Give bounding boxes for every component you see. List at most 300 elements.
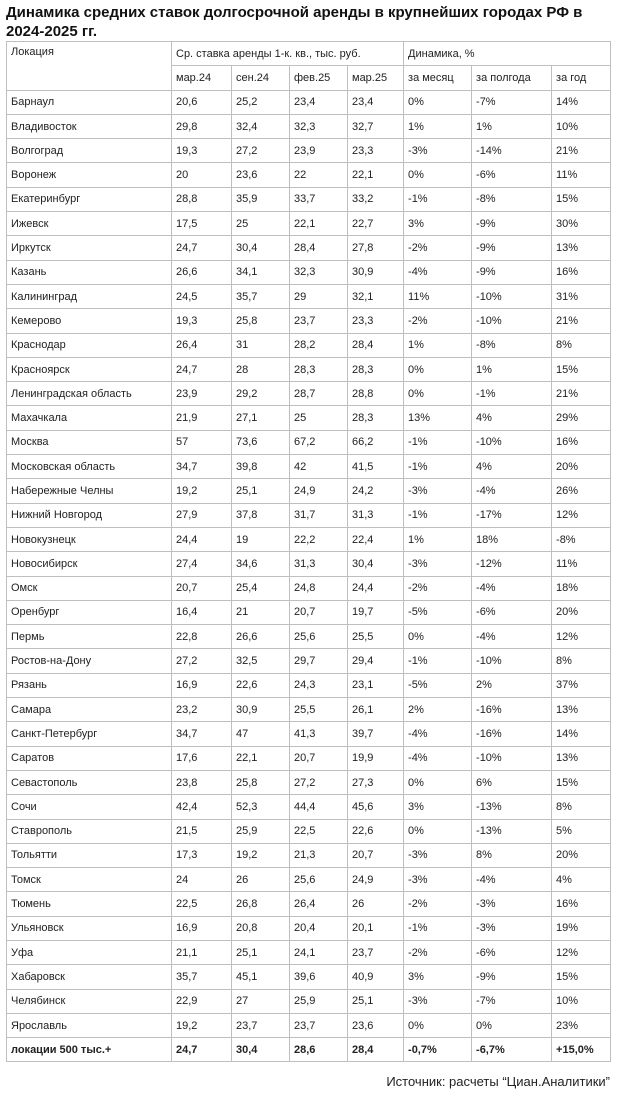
value-cell: 33,7 xyxy=(290,187,348,211)
value-cell: 30,9 xyxy=(232,698,290,722)
value-cell: 24,9 xyxy=(290,479,348,503)
value-cell: 21 xyxy=(232,600,290,624)
value-cell: 25,2 xyxy=(232,90,290,114)
value-cell: 8% xyxy=(552,333,611,357)
value-cell: 5% xyxy=(552,819,611,843)
value-cell: 32,5 xyxy=(232,649,290,673)
value-cell: 22,1 xyxy=(348,163,404,187)
location-cell: Пермь xyxy=(7,625,172,649)
value-cell: 23,7 xyxy=(232,1013,290,1037)
value-cell: 12% xyxy=(552,625,611,649)
value-cell: 28,8 xyxy=(172,187,232,211)
value-cell: 25,6 xyxy=(290,868,348,892)
value-cell: 19,3 xyxy=(172,139,232,163)
value-cell: 22,6 xyxy=(232,673,290,697)
table-row xyxy=(7,139,611,163)
value-cell: 1% xyxy=(404,333,472,357)
value-cell: 13% xyxy=(552,236,611,260)
value-cell: 45,6 xyxy=(348,795,404,819)
table-row xyxy=(7,187,611,211)
value-cell: -5% xyxy=(404,600,472,624)
value-cell: 19,2 xyxy=(232,843,290,867)
location-cell: Уфа xyxy=(7,940,172,964)
value-cell: 20% xyxy=(552,600,611,624)
value-cell: -3% xyxy=(472,916,552,940)
value-cell: 31,3 xyxy=(348,503,404,527)
header-col-year: за год xyxy=(552,66,611,90)
value-cell: 34,6 xyxy=(232,552,290,576)
value-cell: 27 xyxy=(232,989,290,1013)
value-cell: 39,6 xyxy=(290,965,348,989)
value-cell: 15% xyxy=(552,965,611,989)
value-cell: 24,4 xyxy=(172,527,232,551)
value-cell: 25,9 xyxy=(232,819,290,843)
value-cell: -1% xyxy=(404,916,472,940)
value-cell: -1% xyxy=(404,430,472,454)
value-cell: 20,1 xyxy=(348,916,404,940)
value-cell: 32,7 xyxy=(348,114,404,138)
location-cell: Саратов xyxy=(7,746,172,770)
value-cell: -10% xyxy=(472,284,552,308)
table-row xyxy=(7,333,611,357)
value-cell: 32,4 xyxy=(232,114,290,138)
value-cell: 32,3 xyxy=(290,260,348,284)
value-cell: 66,2 xyxy=(348,430,404,454)
value-cell: -4% xyxy=(472,868,552,892)
value-cell: -3% xyxy=(404,843,472,867)
value-cell: 47 xyxy=(232,722,290,746)
table-row xyxy=(7,114,611,138)
location-cell: Волгоград xyxy=(7,139,172,163)
value-cell: 8% xyxy=(472,843,552,867)
table-row xyxy=(7,770,611,794)
value-cell: 22 xyxy=(290,163,348,187)
table-row xyxy=(7,625,611,649)
value-cell: -3% xyxy=(404,868,472,892)
location-cell: Рязань xyxy=(7,673,172,697)
value-cell: 19,2 xyxy=(172,479,232,503)
value-cell: 24,8 xyxy=(290,576,348,600)
location-cell: Ростов-на-Дону xyxy=(7,649,172,673)
value-cell: 31% xyxy=(552,284,611,308)
header-col-month: за месяц xyxy=(404,66,472,90)
table-row xyxy=(7,479,611,503)
value-cell: 1% xyxy=(404,114,472,138)
table-row xyxy=(7,406,611,430)
value-cell: 20,4 xyxy=(290,916,348,940)
value-cell: 8% xyxy=(552,649,611,673)
location-cell: Самара xyxy=(7,698,172,722)
value-cell: -2% xyxy=(404,940,472,964)
value-cell: 28 xyxy=(232,357,290,381)
value-cell: -8% xyxy=(472,333,552,357)
location-cell: Хабаровск xyxy=(7,965,172,989)
value-cell: -7% xyxy=(472,90,552,114)
table-row xyxy=(7,357,611,381)
value-cell: 27,2 xyxy=(290,770,348,794)
value-cell: 24,7 xyxy=(172,236,232,260)
total-cell: 30,4 xyxy=(232,1038,290,1062)
table-row xyxy=(7,916,611,940)
value-cell: 32,1 xyxy=(348,284,404,308)
location-cell: Оренбург xyxy=(7,600,172,624)
value-cell: -1% xyxy=(404,187,472,211)
location-cell: Кемерово xyxy=(7,309,172,333)
value-cell: 23,7 xyxy=(290,1013,348,1037)
value-cell: 24,9 xyxy=(348,868,404,892)
table-row xyxy=(7,892,611,916)
value-cell: 21,9 xyxy=(172,406,232,430)
value-cell: 16% xyxy=(552,892,611,916)
value-cell: -14% xyxy=(472,139,552,163)
value-cell: 22,5 xyxy=(290,819,348,843)
location-cell: Тюмень xyxy=(7,892,172,916)
value-cell: 23,9 xyxy=(290,139,348,163)
value-cell: 21% xyxy=(552,382,611,406)
value-cell: 28,7 xyxy=(290,382,348,406)
value-cell: 22,4 xyxy=(348,527,404,551)
value-cell: 26% xyxy=(552,479,611,503)
value-cell: 24 xyxy=(172,868,232,892)
value-cell: 15% xyxy=(552,770,611,794)
value-cell: -10% xyxy=(472,649,552,673)
value-cell: -4% xyxy=(472,576,552,600)
value-cell: 23,9 xyxy=(172,382,232,406)
table-row xyxy=(7,819,611,843)
value-cell: 20,7 xyxy=(290,600,348,624)
table-row xyxy=(7,552,611,576)
value-cell: 29,7 xyxy=(290,649,348,673)
value-cell: -10% xyxy=(472,430,552,454)
value-cell: 22,8 xyxy=(172,625,232,649)
value-cell: 27,9 xyxy=(172,503,232,527)
value-cell: 25,1 xyxy=(348,989,404,1013)
value-cell: 37% xyxy=(552,673,611,697)
total-cell: 24,7 xyxy=(172,1038,232,1062)
value-cell: 15% xyxy=(552,187,611,211)
location-cell: Ставрополь xyxy=(7,819,172,843)
value-cell: 32,3 xyxy=(290,114,348,138)
value-cell: 30,4 xyxy=(348,552,404,576)
value-cell: 21% xyxy=(552,139,611,163)
value-cell: 23% xyxy=(552,1013,611,1037)
value-cell: 23,7 xyxy=(348,940,404,964)
value-cell: 31 xyxy=(232,333,290,357)
value-cell: 12% xyxy=(552,503,611,527)
value-cell: 26,6 xyxy=(232,625,290,649)
value-cell: 24,7 xyxy=(172,357,232,381)
header-col-sep24: сен.24 xyxy=(232,66,290,90)
value-cell: 23,4 xyxy=(348,90,404,114)
value-cell: -1% xyxy=(472,382,552,406)
table-row xyxy=(7,649,611,673)
value-cell: 19 xyxy=(232,527,290,551)
value-cell: 20,7 xyxy=(290,746,348,770)
location-cell: Ульяновск xyxy=(7,916,172,940)
location-cell: Сочи xyxy=(7,795,172,819)
value-cell: 41,5 xyxy=(348,455,404,479)
value-cell: 18% xyxy=(552,576,611,600)
value-cell: 42 xyxy=(290,455,348,479)
value-cell: 24,2 xyxy=(348,479,404,503)
value-cell: -9% xyxy=(472,212,552,236)
value-cell: 23,7 xyxy=(290,309,348,333)
value-cell: -10% xyxy=(472,746,552,770)
value-cell: 19,3 xyxy=(172,309,232,333)
value-cell: 35,7 xyxy=(172,965,232,989)
value-cell: 22,2 xyxy=(290,527,348,551)
value-cell: 21,1 xyxy=(172,940,232,964)
value-cell: 0% xyxy=(404,163,472,187)
value-cell: 16% xyxy=(552,430,611,454)
header-col-halfyear: за полгода xyxy=(472,66,552,90)
value-cell: 27,2 xyxy=(232,139,290,163)
value-cell: 28,4 xyxy=(348,333,404,357)
value-cell: 33,2 xyxy=(348,187,404,211)
location-cell: Махачкала xyxy=(7,406,172,430)
location-cell: Санкт-Петербург xyxy=(7,722,172,746)
value-cell: -4% xyxy=(472,625,552,649)
table-row xyxy=(7,382,611,406)
table-row xyxy=(7,309,611,333)
value-cell: 13% xyxy=(552,698,611,722)
value-cell: 44,4 xyxy=(290,795,348,819)
value-cell: 10% xyxy=(552,989,611,1013)
value-cell: 3% xyxy=(404,795,472,819)
value-cell: -8% xyxy=(472,187,552,211)
location-cell: Московская область xyxy=(7,455,172,479)
value-cell: 2% xyxy=(404,698,472,722)
value-cell: 20% xyxy=(552,455,611,479)
value-cell: 16,9 xyxy=(172,916,232,940)
table-row xyxy=(7,868,611,892)
value-cell: 12% xyxy=(552,940,611,964)
value-cell: -3% xyxy=(404,552,472,576)
value-cell: 0% xyxy=(404,90,472,114)
location-cell: Краснодар xyxy=(7,333,172,357)
value-cell: 31,7 xyxy=(290,503,348,527)
value-cell: 34,1 xyxy=(232,260,290,284)
value-cell: 40,9 xyxy=(348,965,404,989)
header-col-feb25: фев.25 xyxy=(290,66,348,90)
value-cell: 19,2 xyxy=(172,1013,232,1037)
value-cell: 0% xyxy=(472,1013,552,1037)
table-row xyxy=(7,284,611,308)
location-cell: Севастополь xyxy=(7,770,172,794)
value-cell: -3% xyxy=(404,989,472,1013)
value-cell: 21,3 xyxy=(290,843,348,867)
source-note: Источник: расчеты “Циан.Аналитики” xyxy=(386,1074,610,1089)
value-cell: 16,9 xyxy=(172,673,232,697)
value-cell: 29,2 xyxy=(232,382,290,406)
value-cell: 25 xyxy=(290,406,348,430)
total-cell: -0,7% xyxy=(404,1038,472,1062)
value-cell: 29% xyxy=(552,406,611,430)
value-cell: 30,9 xyxy=(348,260,404,284)
location-cell: Тольятти xyxy=(7,843,172,867)
value-cell: 26,4 xyxy=(290,892,348,916)
header-col-mar24: мар.24 xyxy=(172,66,232,90)
location-cell: Ижевск xyxy=(7,212,172,236)
value-cell: 22,6 xyxy=(348,819,404,843)
value-cell: 8% xyxy=(552,795,611,819)
value-cell: 25,6 xyxy=(290,625,348,649)
value-cell: 25 xyxy=(232,212,290,236)
total-row xyxy=(7,1038,611,1062)
value-cell: -16% xyxy=(472,698,552,722)
value-cell: 42,4 xyxy=(172,795,232,819)
value-cell: 30% xyxy=(552,212,611,236)
table-row xyxy=(7,430,611,454)
value-cell: 0% xyxy=(404,357,472,381)
location-cell: Москва xyxy=(7,430,172,454)
location-cell: Набережные Челны xyxy=(7,479,172,503)
value-cell: 25,8 xyxy=(232,770,290,794)
value-cell: 0% xyxy=(404,770,472,794)
value-cell: 23,3 xyxy=(348,139,404,163)
value-cell: 15% xyxy=(552,357,611,381)
table-row xyxy=(7,673,611,697)
table-row xyxy=(7,576,611,600)
value-cell: 73,6 xyxy=(232,430,290,454)
value-cell: 13% xyxy=(404,406,472,430)
value-cell: 29,4 xyxy=(348,649,404,673)
value-cell: 17,3 xyxy=(172,843,232,867)
value-cell: 31,3 xyxy=(290,552,348,576)
value-cell: -4% xyxy=(404,746,472,770)
value-cell: 22,1 xyxy=(232,746,290,770)
value-cell: 20,8 xyxy=(232,916,290,940)
value-cell: 35,7 xyxy=(232,284,290,308)
value-cell: -8% xyxy=(552,527,611,551)
value-cell: 18% xyxy=(472,527,552,551)
table-row xyxy=(7,90,611,114)
table-row xyxy=(7,1013,611,1037)
value-cell: 20,7 xyxy=(172,576,232,600)
value-cell: 11% xyxy=(404,284,472,308)
value-cell: -13% xyxy=(472,819,552,843)
value-cell: 14% xyxy=(552,722,611,746)
location-cell: Воронеж xyxy=(7,163,172,187)
value-cell: 25,5 xyxy=(290,698,348,722)
value-cell: 26 xyxy=(232,868,290,892)
location-cell: Челябинск xyxy=(7,989,172,1013)
value-cell: 2% xyxy=(472,673,552,697)
value-cell: -3% xyxy=(472,892,552,916)
value-cell: -4% xyxy=(472,479,552,503)
total-cell: 28,6 xyxy=(290,1038,348,1062)
value-cell: 0% xyxy=(404,819,472,843)
value-cell: 4% xyxy=(552,868,611,892)
table-row xyxy=(7,746,611,770)
value-cell: 29 xyxy=(290,284,348,308)
value-cell: 16% xyxy=(552,260,611,284)
table-row xyxy=(7,722,611,746)
table-row xyxy=(7,965,611,989)
value-cell: -3% xyxy=(404,139,472,163)
value-cell: 24,3 xyxy=(290,673,348,697)
value-cell: 28,3 xyxy=(348,357,404,381)
rent-table xyxy=(6,41,611,1062)
value-cell: 35,9 xyxy=(232,187,290,211)
value-cell: 25,8 xyxy=(232,309,290,333)
value-cell: 24,1 xyxy=(290,940,348,964)
table-row xyxy=(7,260,611,284)
value-cell: 21,5 xyxy=(172,819,232,843)
value-cell: 34,7 xyxy=(172,722,232,746)
total-cell: -6,7% xyxy=(472,1038,552,1062)
value-cell: -2% xyxy=(404,309,472,333)
total-cell: +15,0% xyxy=(552,1038,611,1062)
value-cell: -5% xyxy=(404,673,472,697)
table-row xyxy=(7,212,611,236)
value-cell: -9% xyxy=(472,236,552,260)
value-cell: 17,5 xyxy=(172,212,232,236)
value-cell: 3% xyxy=(404,965,472,989)
value-cell: 24,4 xyxy=(348,576,404,600)
value-cell: 22,1 xyxy=(290,212,348,236)
location-cell: Калининград xyxy=(7,284,172,308)
header-rate-group: Ср. ставка аренды 1-к. кв., тыс. руб. xyxy=(172,42,404,66)
location-cell: Омск xyxy=(7,576,172,600)
table-row xyxy=(7,698,611,722)
value-cell: 52,3 xyxy=(232,795,290,819)
value-cell: 20,6 xyxy=(172,90,232,114)
value-cell: -6% xyxy=(472,163,552,187)
value-cell: 26,1 xyxy=(348,698,404,722)
value-cell: 27,4 xyxy=(172,552,232,576)
value-cell: -1% xyxy=(404,455,472,479)
value-cell: 28,8 xyxy=(348,382,404,406)
value-cell: 28,3 xyxy=(290,357,348,381)
value-cell: 1% xyxy=(472,357,552,381)
value-cell: 28,2 xyxy=(290,333,348,357)
value-cell: 23,2 xyxy=(172,698,232,722)
value-cell: 34,7 xyxy=(172,455,232,479)
location-cell: Нижний Новгород xyxy=(7,503,172,527)
value-cell: 27,3 xyxy=(348,770,404,794)
value-cell: 39,7 xyxy=(348,722,404,746)
location-cell: Новокузнецк xyxy=(7,527,172,551)
location-cell: Красноярск xyxy=(7,357,172,381)
document-title: Динамика средних ставок долгосрочной аренды в крупнейших городах РФ в 2024-2025 гг. xyxy=(6,4,583,40)
value-cell: 0% xyxy=(404,1013,472,1037)
value-cell: -2% xyxy=(404,892,472,916)
value-cell: 25,4 xyxy=(232,576,290,600)
value-cell: -6% xyxy=(472,600,552,624)
location-cell: Томск xyxy=(7,868,172,892)
value-cell: 27,1 xyxy=(232,406,290,430)
value-cell: -2% xyxy=(404,236,472,260)
value-cell: 26,6 xyxy=(172,260,232,284)
value-cell: 23,1 xyxy=(348,673,404,697)
value-cell: 23,6 xyxy=(348,1013,404,1037)
location-cell: Ленинградская область xyxy=(7,382,172,406)
table-row xyxy=(7,989,611,1013)
value-cell: -10% xyxy=(472,309,552,333)
value-cell: 26 xyxy=(348,892,404,916)
value-cell: 28,4 xyxy=(290,236,348,260)
value-cell: 27,8 xyxy=(348,236,404,260)
value-cell: -13% xyxy=(472,795,552,819)
table-row xyxy=(7,527,611,551)
value-cell: 4% xyxy=(472,406,552,430)
location-cell: Казань xyxy=(7,260,172,284)
location-cell: Барнаул xyxy=(7,90,172,114)
table-body xyxy=(7,90,611,1038)
table-row xyxy=(7,163,611,187)
value-cell: 20% xyxy=(552,843,611,867)
